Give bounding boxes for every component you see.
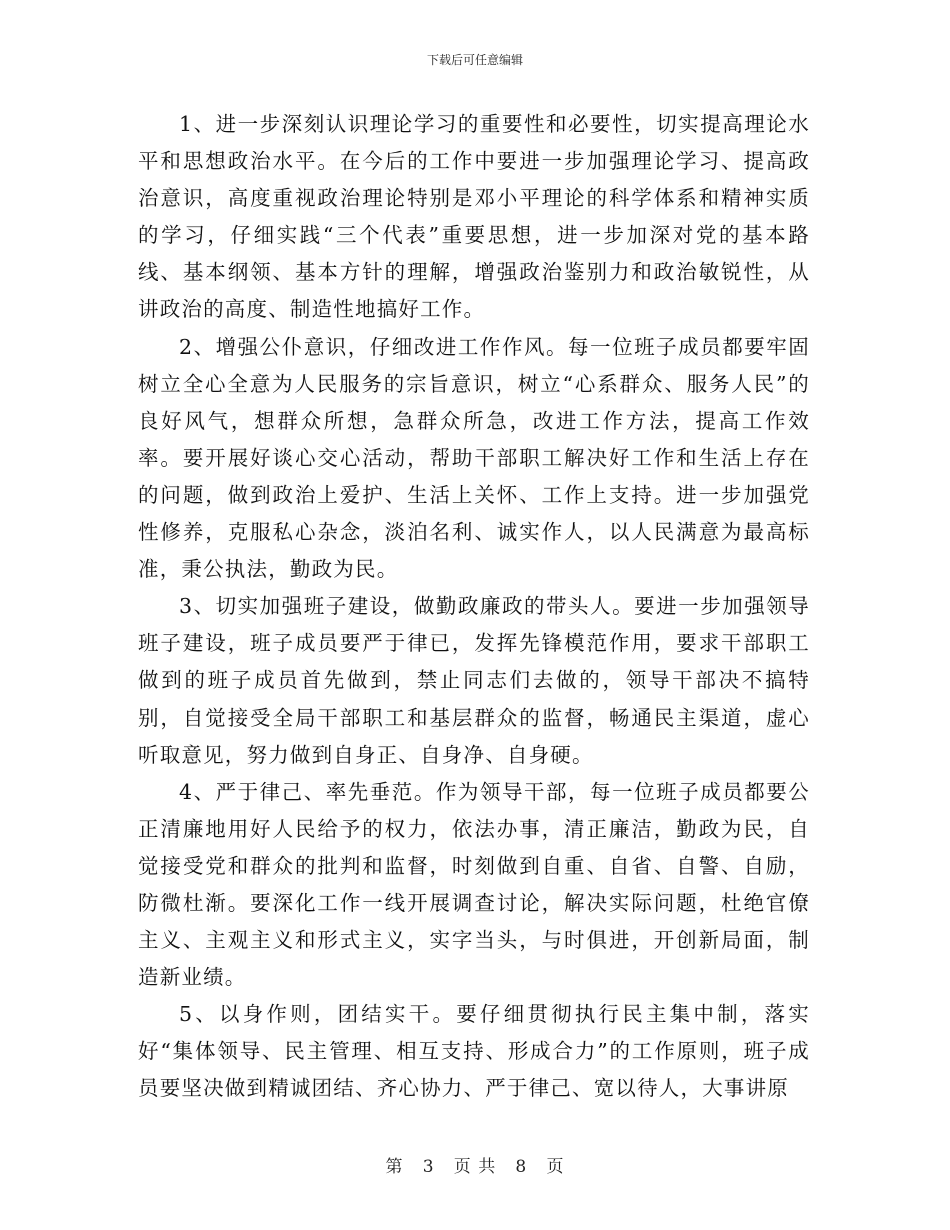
page-header: 下载后可任意编辑 — [426, 53, 523, 67]
paragraph-2: 2、增强公仆意识，仔细改进工作作风。每一位班子成员都要牢固树立全心全意为人民服务的宗旨意识，树立“心系群众、服务人民”的良好风气，想群众所想，急群众所急，改进工作方法，提高工作效率。要开展好谈心交心活动，帮助干部职工解决好工作和生活上存在的问题，做到政治上爱护、生活上关怀、工作上支持。进一步加强党性修养，克服私心杂念，淡泊名利、诚实作人，以人民满意为最高标准，秉公执法，勤政为民。 — [138, 334, 810, 582]
footer-label-of-pages: 页 共 — [453, 1157, 497, 1177]
total-page-count: 8 — [515, 1157, 528, 1177]
paragraph-3: 3、切实加强班子建设，做勤政廉政的带头人。要进一步加强领导班子建设，班子成员要严于律已，发挥先锋模范作用，要求干部职工做到的班子成员首先做到，禁止同志们去做的，领导干部决不搞特别，自觉接受全局干部职工和基层群众的监督，畅通民主渠道，虚心听取意见，努力做到自身正、自身净、自身硬。 — [138, 594, 810, 767]
current-page-number: 3 — [422, 1157, 435, 1177]
footer-label-end: 页 — [546, 1157, 565, 1177]
page-footer — [0, 1156, 950, 1178]
footer-label-page: 第 — [385, 1157, 404, 1177]
paragraph-4: 4、严于律己、率先垂范。作为领导干部，每一位班子成员都要公正清廉地用好人民给予的权力，依法办事，清正廉洁，勤政为民，自觉接受党和群众的批判和监督，时刻做到自重、自省、自警、自励，防微杜渐。要深化工作一线开展调查讨论，解决实际问题，杜绝官僚主义、主观主义和形式主义，实字当头，与时俱进，开创新局面，制造新业绩。 — [138, 779, 810, 990]
paragraph-1: 1、进一步深刻认识理论学习的重要性和必要性，切实提高理论水平和思想政治水平。在今后的工作中要进一步加强理论学习、提高政治意识，高度重视政治理论特别是邓小平理论的科学体系和精神实质的学习，仔细实践“三个代表”重要思想，进一步加深对党的基本路线、基本纲领、基本方针的理解，增强政治鉴别力和政治敏锐性，从讲政治的高度、制造性地搞好工作。 — [138, 112, 810, 322]
paragraph-5: 5、以身作则，团结实干。要仔细贯彻执行民主集中制，落实好“集体领导、民主管理、相互支持、形成合力”的工作原则，班子成员要坚决做到精诚团结、齐心协力、严于律己、宽以待人，大事讲原 — [138, 1002, 810, 1101]
document-body — [138, 106, 810, 1108]
